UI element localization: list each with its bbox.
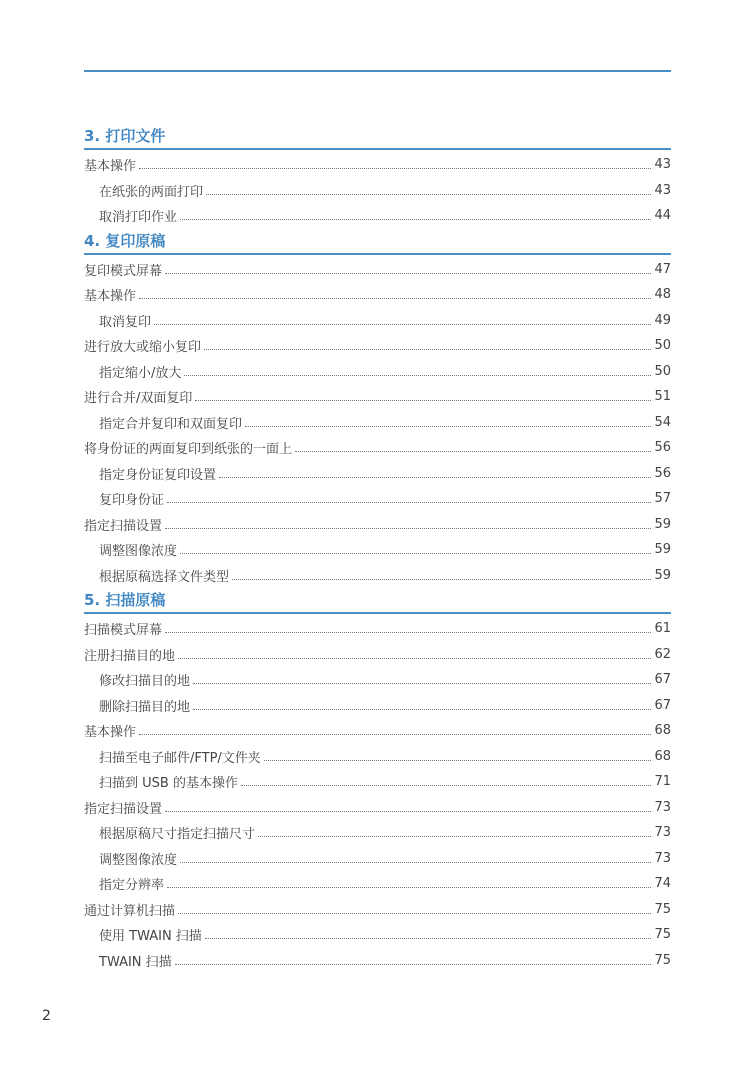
toc-entry[interactable]	[84, 897, 671, 923]
toc-entry-page: 59	[654, 567, 671, 583]
toc-entry-page: 59	[654, 516, 671, 532]
chapter-heading[interactable]: 4. 复印原稿	[84, 229, 671, 255]
toc-entry-label: 基本操作	[84, 289, 137, 305]
toc-entry[interactable]	[84, 410, 671, 436]
toc-entry-page: 75	[654, 901, 671, 917]
toc-entry-page: 68	[654, 723, 671, 739]
toc-entry-label: 指定缩小/放大	[99, 365, 182, 381]
toc-entry-page: 74	[654, 876, 671, 892]
toc-entry[interactable]	[84, 693, 671, 719]
toc-entry-page: 59	[654, 542, 671, 558]
toc-entry-label: 通过计算机扫描	[84, 903, 176, 919]
toc-entry-label: TWAIN 扫描	[99, 954, 172, 970]
toc-entry[interactable]	[84, 922, 671, 948]
dot-leader	[193, 683, 651, 684]
table-of-contents	[84, 124, 671, 973]
toc-entry[interactable]	[84, 435, 671, 461]
toc-entry-label: 注册扫描目的地	[84, 648, 176, 664]
toc-entry-page: 57	[654, 491, 671, 507]
toc-entry[interactable]	[84, 178, 671, 204]
dot-leader	[204, 349, 651, 350]
toc-entry-label: 扫描模式屏幕	[84, 623, 163, 639]
dot-leader	[193, 709, 651, 710]
toc-entry-page: 61	[654, 621, 671, 637]
toc-entry[interactable]	[84, 563, 671, 589]
toc-entry-page: 73	[654, 799, 671, 815]
toc-entry-page: 67	[654, 672, 671, 688]
toc-entry-page: 75	[654, 952, 671, 968]
toc-entry-label: 根据原稿选择文件类型	[99, 569, 230, 585]
dot-leader	[295, 451, 651, 452]
toc-entry-page: 62	[654, 646, 671, 662]
dot-leader	[165, 811, 651, 812]
toc-entry-page: 73	[654, 825, 671, 841]
toc-entry-label: 取消打印作业	[99, 210, 178, 226]
toc-entry-label: 修改扫描目的地	[99, 674, 191, 690]
toc-entry-page: 43	[654, 182, 671, 198]
toc-entry-page: 44	[654, 208, 671, 224]
dot-leader	[264, 760, 652, 761]
dot-leader	[139, 168, 651, 169]
toc-entry[interactable]	[84, 616, 671, 642]
toc-entry-page: 73	[654, 850, 671, 866]
toc-entry-page: 43	[654, 157, 671, 173]
page-number: 2	[42, 1008, 51, 1024]
toc-entry-label: 根据原稿尺寸指定扫描尺寸	[99, 827, 256, 843]
header-rule	[84, 70, 671, 72]
dot-leader	[258, 836, 651, 837]
toc-entry[interactable]	[84, 537, 671, 563]
dot-leader	[139, 298, 651, 299]
toc-entry[interactable]	[84, 820, 671, 846]
toc-entry-label: 基本操作	[84, 159, 137, 175]
toc-entry-label: 删除扫描目的地	[99, 699, 191, 715]
toc-entry-label: 调整图像浓度	[99, 544, 178, 560]
dot-leader	[165, 273, 651, 274]
toc-entry[interactable]	[84, 769, 671, 795]
toc-entry-label: 指定分辨率	[99, 878, 165, 894]
toc-entry-page: 51	[654, 389, 671, 405]
toc-entry-page: 71	[654, 774, 671, 790]
toc-entry-page: 47	[654, 261, 671, 277]
toc-entry-label: 扫描至电子邮件/FTP/文件夹	[99, 750, 261, 766]
toc-entry[interactable]	[84, 152, 671, 178]
toc-entry[interactable]	[84, 718, 671, 744]
toc-entry-label: 复印模式屏幕	[84, 263, 163, 279]
toc-entry[interactable]	[84, 203, 671, 229]
toc-entry[interactable]	[84, 359, 671, 385]
toc-entry-page: 75	[654, 927, 671, 943]
toc-entry[interactable]	[84, 667, 671, 693]
toc-entry-page: 67	[654, 697, 671, 713]
toc-entry[interactable]	[84, 486, 671, 512]
dot-leader	[178, 913, 651, 914]
dot-leader	[245, 426, 651, 427]
toc-entry-label: 调整图像浓度	[99, 852, 178, 868]
toc-entry[interactable]	[84, 795, 671, 821]
dot-leader	[167, 502, 651, 503]
dot-leader	[165, 528, 651, 529]
dot-leader	[232, 579, 651, 580]
toc-entry[interactable]	[84, 871, 671, 897]
toc-entry[interactable]	[84, 308, 671, 334]
dot-leader	[178, 658, 651, 659]
toc-entry[interactable]	[84, 744, 671, 770]
dot-leader	[154, 324, 651, 325]
toc-entry-page: 50	[654, 338, 671, 354]
toc-entry-label: 取消复印	[99, 314, 152, 330]
toc-entry-page: 56	[654, 465, 671, 481]
toc-entry-page: 50	[654, 363, 671, 379]
toc-entry-label: 进行放大或缩小复印	[84, 340, 202, 356]
toc-entry-label: 指定身份证复印设置	[99, 467, 217, 483]
dot-leader	[175, 964, 652, 965]
chapter-heading[interactable]: 5. 扫描原稿	[84, 588, 671, 614]
toc-entry[interactable]	[84, 333, 671, 359]
dot-leader	[180, 862, 651, 863]
toc-entry-label: 复印身份证	[99, 493, 165, 509]
toc-entry-label: 扫描到 USB 的基本操作	[99, 776, 238, 792]
dot-leader	[167, 887, 651, 888]
toc-entry[interactable]	[84, 384, 671, 410]
dot-leader	[180, 553, 651, 554]
toc-entry[interactable]	[84, 512, 671, 538]
toc-entry-page: 54	[654, 414, 671, 430]
dot-leader	[139, 734, 651, 735]
toc-entry-label: 进行合并/双面复印	[84, 391, 193, 407]
dot-leader	[195, 400, 651, 401]
toc-entry[interactable]	[84, 846, 671, 872]
toc-entry-page: 68	[654, 748, 671, 764]
chapter-heading[interactable]: 3. 打印文件	[84, 124, 671, 150]
toc-entry-label: 指定合并复印和双面复印	[99, 416, 243, 432]
dot-leader	[219, 477, 651, 478]
toc-entry-page: 56	[654, 440, 671, 456]
toc-entry[interactable]	[84, 642, 671, 668]
toc-entry[interactable]	[84, 461, 671, 487]
toc-entry[interactable]	[84, 282, 671, 308]
dot-leader	[180, 219, 651, 220]
toc-entry-label: 将身份证的两面复印到纸张的一面上	[84, 442, 293, 458]
toc-entry[interactable]	[84, 948, 671, 974]
toc-entry[interactable]	[84, 257, 671, 283]
toc-entry-label: 使用 TWAIN 扫描	[99, 929, 202, 945]
toc-entry-page: 49	[654, 312, 671, 328]
toc-entry-label: 基本操作	[84, 725, 137, 741]
dot-leader	[165, 632, 651, 633]
toc-entry-label: 指定扫描设置	[84, 518, 163, 534]
toc-entry-label: 在纸张的两面打印	[99, 184, 204, 200]
dot-leader	[241, 785, 652, 786]
toc-entry-page: 48	[654, 287, 671, 303]
dot-leader	[206, 194, 651, 195]
dot-leader	[184, 375, 651, 376]
toc-entry-label: 指定扫描设置	[84, 801, 163, 817]
dot-leader	[205, 938, 652, 939]
